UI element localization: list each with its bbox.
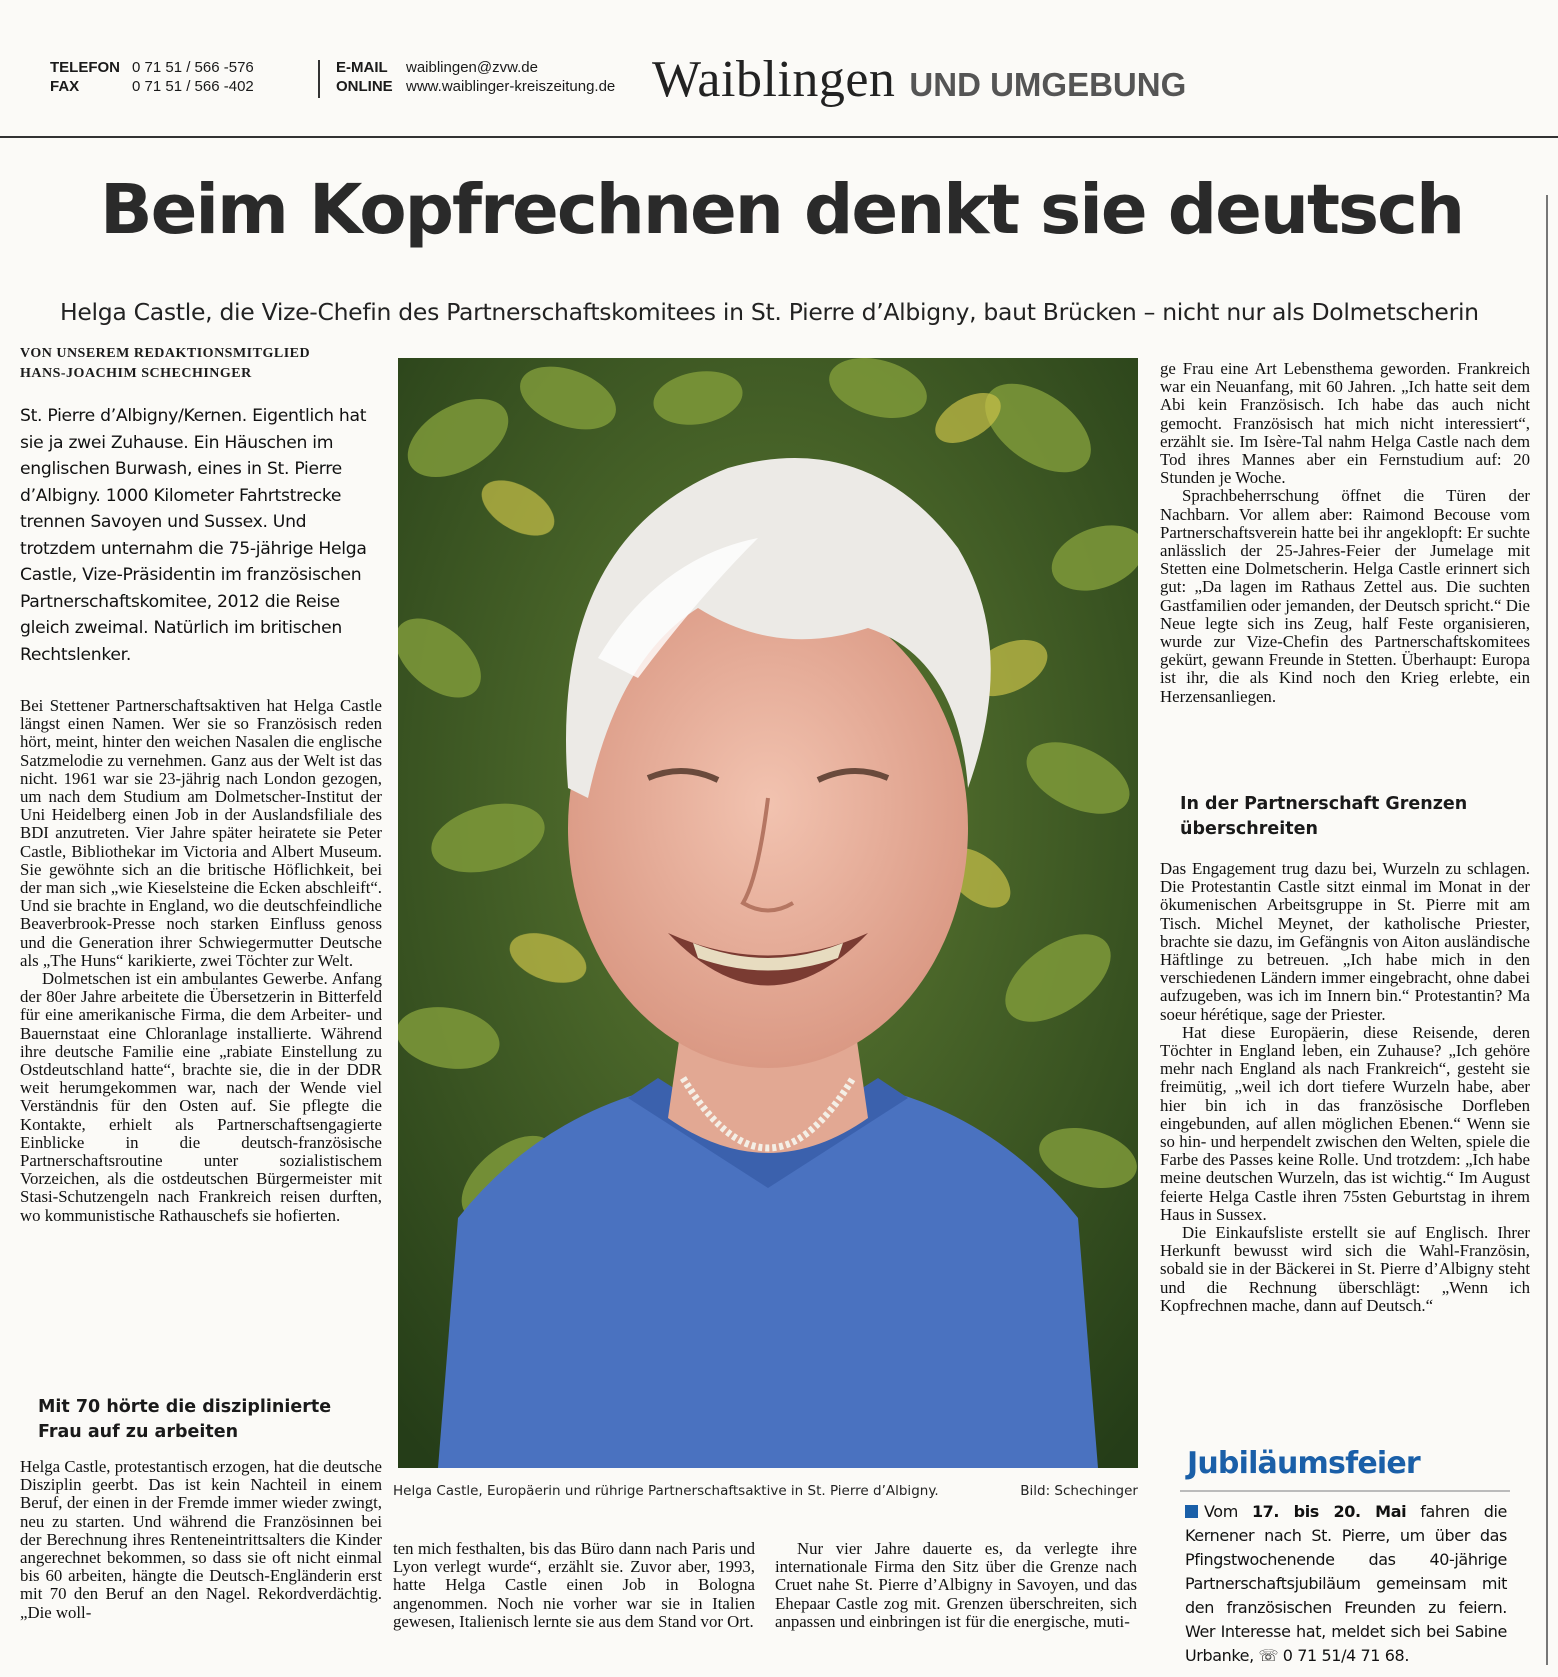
infobox-text-pre: Vom: [1204, 1502, 1252, 1521]
column-rule: [1546, 195, 1548, 1665]
portrait-illustration: [398, 358, 1138, 1468]
online-value: www.waiblinger-kreiszeitung.de: [406, 78, 616, 95]
infobox-title: Jubiläumsfeier: [1187, 1446, 1420, 1481]
mid-paragraph-1: ten mich festhalten, bis das Büro dann nach Paris und Lyon verlegt wurde“, erzählt sie. Zuvor aber, 1993, hatte Helga Castle einen Job in Bologna angenommen. Noch nie vorher war sie in Italien gewesen, Italienisch lernte sie aus dem Stand vor Ort.: [393, 1539, 755, 1631]
caption-text: Helga Castle, Europäerin und rührige Partnerschaftsaktive in St. Pierre d’Albigny.: [393, 1483, 939, 1499]
fax-label: FAX: [50, 78, 80, 95]
right-column-bottom: [1160, 860, 1530, 1315]
email-value: waiblingen@zvw.de: [406, 59, 538, 76]
right-paragraph-2: Sprachbeherrschung öffnet die Türen der Nachbarn. Vor allem aber: Raimond Becouse vom Partnerschaftsverein hatte bei ihr angeklopft: Er suchte anlässlich der 25-Jahres-Feier der Jumelage mit Stetten eine Dolmetscherin. Helga Castle erinnert sich gut: „Da lagen im Rathaus Zettel aus. Die suchten Gastfamilien oder jemanden, der Deutsch spricht.“ Die Neue legte sich ins Zeug, half Feste organisieren, wurde zur Vize-Chefin des Partnerschaftskomitees gekürt, gewann Freunde in Stetten. Überhaupt: Europa ist ihr, die als Kind noch den Krieg erlebte, ein Herzensanliegen.: [1160, 486, 1530, 706]
right-paragraph-3: Das Engagement trug dazu bei, Wurzeln zu schlagen. Die Protestantin Castle sitzt einmal im Monat in der ökumenischen Arbeitsgruppe in St. Pierre mit am Tisch. Michel Meynet, der katholische Priester, brachte sie dazu, im Gefängnis von Aiton ausländische Häftlinge zu betreuen. „Ich habe mich in den verschiedenen Ländern immer eingebracht, ohne dabei aufzugeben, was ich im Innern bin.“ Protestantin? Ma soeur hérétique, sage der Priester.: [1160, 859, 1530, 1024]
section-title: [652, 50, 1186, 109]
left-column: [20, 697, 382, 1225]
telefon-value: 0 71 51 / 566 -576: [132, 59, 254, 76]
bullet-square-icon: [1185, 1505, 1198, 1518]
mid-column-1: [393, 1540, 755, 1631]
infobox-text-post: fahren die Kernener nach St. Pierre, um über das Pfingstwochenende das 40-jährige Partnerschaftsjubiläum gemeinsam mit den französischen Freunden zu feiern. Wer Interesse hat, meldet sich bei Sabine Urbanke, ☏ 0 71 51/4 71 68.: [1185, 1502, 1507, 1665]
right-column: [1160, 360, 1530, 706]
email-label: E-MAIL: [336, 59, 388, 76]
section-sub: UND UMGEBUNG: [909, 66, 1187, 103]
lead-paragraph: St. Pierre d’Albigny/Kernen. Eigentlich hat sie ja zwei Zuhause. Ein Häuschen im englischen Burwash, eines in St. Pierre d’Albigny. 1000 Kilometer Fahrtstrecke trennen Savoyen und Sussex. Und trotzdem unternahm die 75-jährige Helga Castle, Vize-Präsidentin im französischen Partnerschaftskomitee, 2012 die Reise gleich zweimal. Natürlich im britischen Rechtslenker.: [20, 406, 367, 665]
infobox-text: [1185, 1500, 1507, 1668]
byline-line-1: VON UNSEREM REDAKTIONSMITGLIED: [20, 346, 311, 361]
masthead: [0, 0, 1558, 138]
portrait-photo: [398, 358, 1138, 1468]
right-paragraph-4: Hat diese Europäerin, diese Reisende, deren Töchter in England leben, ein Zuhause? „Ich gehöre mehr nach England als nach Frankreich“, gesteht sie freimütig, „weil ich dort tiefere Wurzeln habe, aber hier bin ich in das französische Dorfleben eingebunden, auf allen möglichen Ebenen.“ Wenn sie so hin- und herpendelt zwischen den Welten, spiele die Farbe des Passes keine Rolle. Und trotzdem: „Ich habe meine deutschen Wurzeln, das ist wichtig.“ Im August feierte Helga Castle ihren 75sten Geburtstag in ihrem Haus in Sussex.: [1160, 1022, 1530, 1224]
subhead-left: Mit 70 hörte die disziplinierte Frau auf zu arbeiten: [38, 1397, 332, 1442]
photo-credit: Bild: Schechinger: [1020, 1483, 1138, 1499]
left-column-bottom: [20, 1458, 382, 1622]
online-label: ONLINE: [336, 78, 393, 95]
contact-divider: [318, 60, 320, 98]
byline: [20, 344, 310, 384]
photo-caption: [393, 1483, 1138, 1499]
telefon-label: TELEFON: [50, 59, 120, 76]
subhead-right: In der Partnerschaft Grenzen überschreiten: [1180, 794, 1468, 839]
mid-paragraph-2: Nur vier Jahre dauerte es, da verlegte ihre internationale Firma den Sitz über die Grenze nach Cruet nahe St. Pierre d’Albigny in Savoyen, und das Ehepaar Castle zog mit. Grenzen überschreiten, sich anpassen und einbringen ist für die energische, muti-: [775, 1539, 1137, 1631]
subheadline: Helga Castle, die Vize-Chefin des Partnerschaftskomitees in St. Pierre d’Albigny, baut Brücken – nicht nur als Dolmetscherin: [60, 298, 1479, 326]
fax-value: 0 71 51 / 566 -402: [132, 78, 254, 95]
section-city: Waiblingen: [652, 51, 896, 108]
mid-column-2: [775, 1540, 1137, 1631]
byline-line-2: HANS-JOACHIM SCHECHINGER: [20, 366, 252, 381]
left-paragraph-3: Helga Castle, protestantisch erzogen, hat die deutsche Disziplin geerbt. Das ist kein Nachteil in einem Beruf, der einen in der Fremde immer wieder zwingt, neu zu starten. Und während die Französinnen bei der Berechnung ihres Renteneintrittsalters die Kinder angerechnet bekommen, so dass sie oft nicht einmal bis 60 arbeiten, hängte die Deutsch-Engländerin erst mit 70 den Beruf an den Nagel. Rekordverdächtig. „Die woll-: [20, 1457, 382, 1622]
right-paragraph-5: Die Einkaufsliste erstellt sie auf Englisch. Ihrer Herkunft bewusst wird sich die Wahl-Französin, sobald sie in der Bäckerei in St. Pierre d’Albigny steht und die Rechnung überschlägt: „Wenn ich Kopfrechnen mache, dann auf Deutsch.“: [1160, 1223, 1530, 1315]
left-paragraph-1: Bei Stettener Partnerschaftsaktiven hat Helga Castle längst einen Namen. Wer sie so Französisch reden hört, meint, hinter den weichen Nasalen die englische Satzmelodie zu vernehmen. Ganz aus der Welt ist das nicht. 1961 war sie 23-jährig nach London gezogen, um nach dem Studium am Dolmetscher-Institut der Uni Heidelberg einen Job in der Auslandsfiliale des BDI anzutreten. Vier Jahre später heiratete sie Peter Castle, Bibliothekar im Victoria and Albert Museum. Sie gewöhnte sich an die britische Höflichkeit, bei der man sich „wie Kieselsteine die Ecken abschleift“. Und sie brachte in England, wo die deutschfeindliche Beaverbrook-Presse noch starken Einfluss genoss und die Generation ihrer Schwiegermutter Deutsche als „The Huns“ karikierte, zwei Töchter zur Welt.: [20, 696, 382, 970]
right-paragraph-1: ge Frau eine Art Lebensthema geworden. Frankreich war ein Neuanfang, mit 60 Jahren. „Ich hatte seit dem Abi kein Französisch. Ich habe das auch nicht gemocht. Französisch hat mich nicht interessiert“, erzählt sie. Im Isère-Tal nahm Helga Castle nach dem Tod ihres Mannes aber ein Fernstudium auf: 20 Stunden je Woche.: [1160, 359, 1530, 488]
headline: Beim Kopfrechnen denkt sie deutsch: [100, 170, 1464, 250]
left-paragraph-2: Dolmetschen ist ein ambulantes Gewerbe. Anfang der 80er Jahre arbeitete die Übersetzerin in Bitterfeld für eine amerikanische Firma, die dem Arbeiter- und Bauernstaat eine Chloranlage installierte. Während ihre deutsche Familie eine „rabiate Einstellung zu Ostdeutschland hatte“, brachte sie, die in der DDR weit herumgekommen war, nach der Wende viel Verständnis für den Osten auf. Sie pflegte die Kontakte, erhielt als Partnerschaftsengagierte Einblicke in die deutsch-französische Partnerschaftsroutine unter sozialistischem Vorzeichen, als die ostdeutschen Bürgermeister mit Stasi-Schutzengeln nach Frankreich reisen durften, wo kommunistische Rathauschefs sie hofierten.: [20, 969, 382, 1225]
infobox-date: 17. bis 20. Mai: [1251, 1502, 1407, 1521]
